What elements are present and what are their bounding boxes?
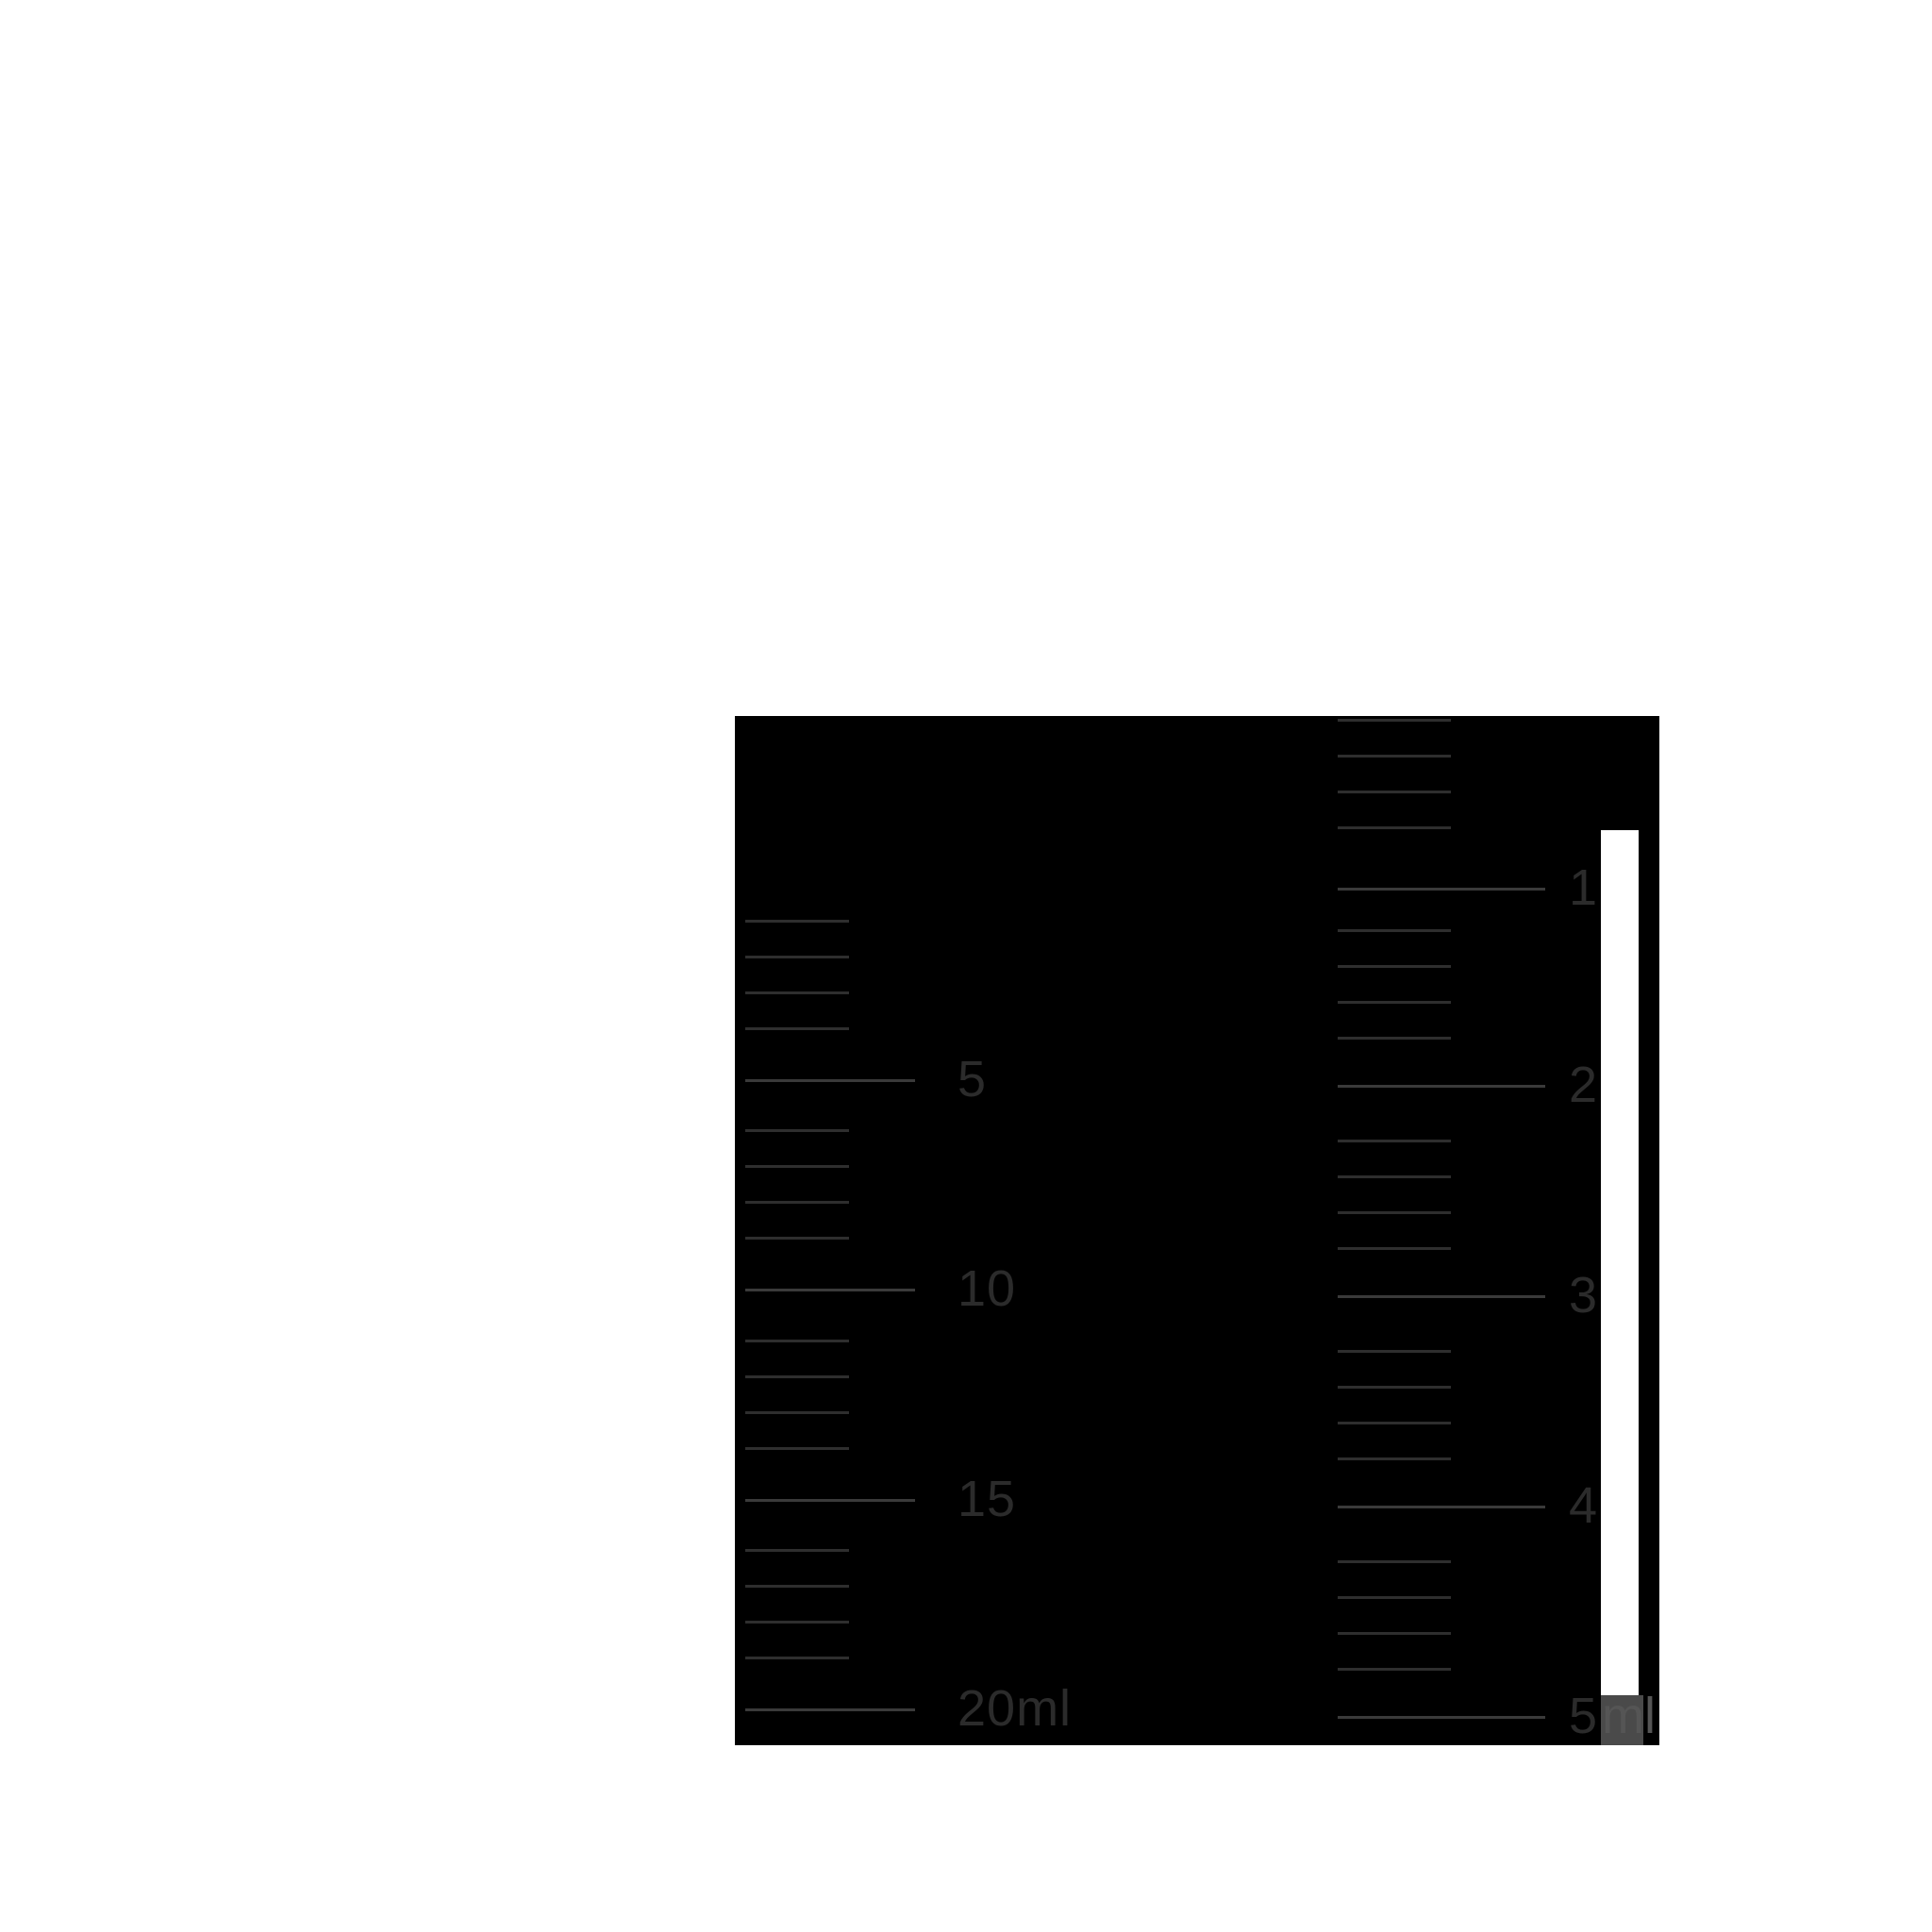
right-tick-major-1 [1338,888,1545,891]
right-tick-minor [1338,1140,1451,1142]
right-unit-label: ml [1602,1688,1656,1744]
right-label-5: 5 [1569,1688,1599,1744]
right-tick-major-2 [1338,1085,1545,1088]
right-tick-minor [1338,929,1451,932]
left-tick-minor [745,1129,849,1132]
right-tick-minor [1338,1457,1451,1460]
left-tick-major-5 [745,1079,915,1082]
left-label-5: 5 [958,1051,988,1108]
left-label-10: 10 [958,1260,1017,1317]
right-tick-minor [1338,719,1451,722]
left-tick-major-15 [745,1499,915,1502]
right-tick-major-4 [1338,1506,1545,1508]
left-tick-minor [745,1027,849,1030]
left-tick-minor [745,1340,849,1342]
right-tick-minor [1338,791,1451,793]
left-tick-minor [745,1201,849,1204]
left-tick-minor [745,956,849,958]
right-tick-minor [1338,755,1451,758]
left-tick-minor [745,1165,849,1168]
right-tick-minor [1338,826,1451,829]
right-label-1: 1 [1569,859,1599,916]
left-tick-minor [745,1375,849,1378]
left-tick-minor [745,1237,849,1240]
right-tick-minor [1338,1175,1451,1178]
right-tick-minor [1338,1037,1451,1040]
left-tick-minor [745,1585,849,1588]
left-label-15: 15 [958,1471,1017,1527]
right-tick-minor [1338,965,1451,968]
left-tick-minor [745,1621,849,1624]
right-label-2: 2 [1569,1057,1599,1113]
right-tick-minor [1338,1632,1451,1635]
left-tick-minor [745,1447,849,1450]
right-tick-minor [1338,1350,1451,1353]
right-tick-major-3 [1338,1295,1545,1298]
right-tick-major-5 [1338,1716,1545,1719]
left-label-20ml: 20ml [958,1680,1073,1737]
left-tick-minor [745,991,849,994]
liquid-level-strip [1601,830,1639,1698]
right-label-3: 3 [1569,1267,1599,1324]
left-tick-minor [745,1411,849,1414]
right-tick-minor [1338,1422,1451,1424]
cylinder-panel [735,716,1659,1745]
right-tick-minor [1338,1211,1451,1214]
right-tick-minor [1338,1668,1451,1671]
right-tick-minor [1338,1001,1451,1004]
left-tick-minor [745,920,849,923]
right-label-4: 4 [1569,1477,1599,1534]
left-tick-minor [745,1657,849,1659]
left-tick-major-20 [745,1708,915,1711]
left-tick-minor [745,1549,849,1552]
right-tick-minor [1338,1596,1451,1599]
left-tick-major-10 [745,1289,915,1291]
right-tick-minor [1338,1386,1451,1389]
right-tick-minor [1338,1247,1451,1250]
right-tick-minor [1338,1560,1451,1563]
